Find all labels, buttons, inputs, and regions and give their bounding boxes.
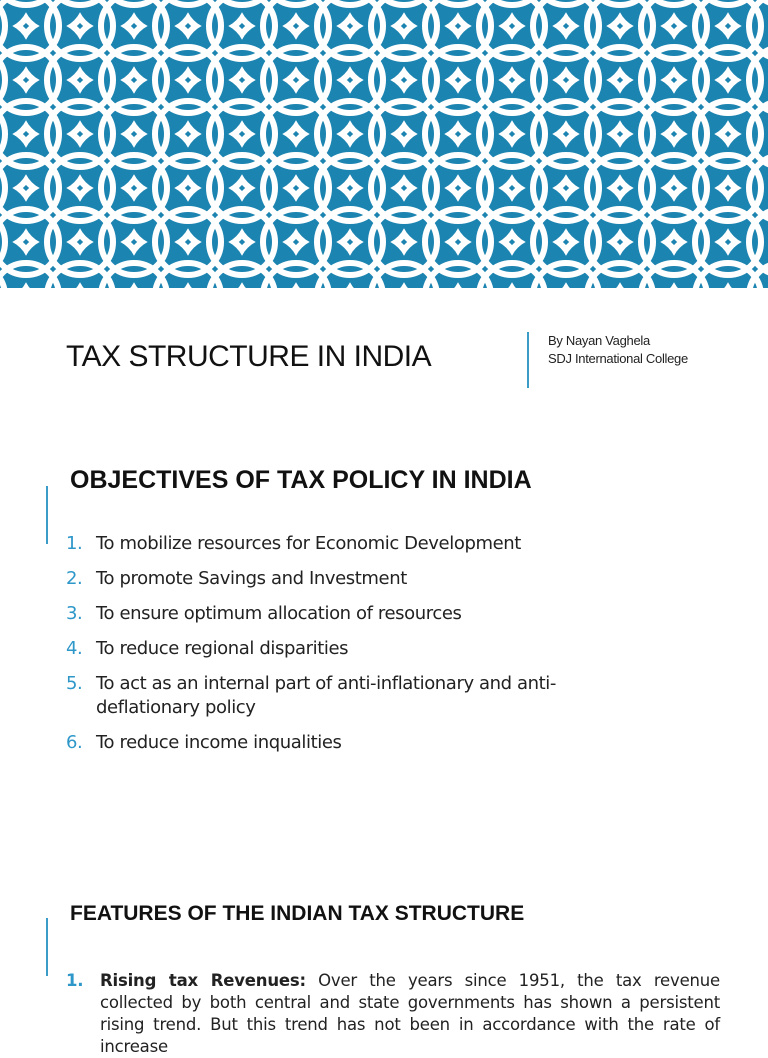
list-item: [66, 970, 720, 1058]
list-text: To act as an internal part of anti-inflationary and anti-deflationary policy: [96, 673, 556, 718]
list-number: 2.: [66, 568, 83, 589]
list-text: To ensure optimum allocation of resources: [96, 603, 462, 624]
list-item: [66, 672, 576, 720]
feature-text: Over the years since 1951, the tax revenue collected by both central and state governments has shown a persistent rising trend. But this trend has not been in accordance with the rate of increase: [100, 971, 720, 1056]
list-number: 5.: [66, 673, 83, 694]
list-text: To reduce regional disparities: [96, 638, 349, 659]
features-accent-bar: [46, 918, 48, 976]
list-item: [66, 567, 626, 591]
list-item: [66, 731, 626, 755]
banner-pattern: [0, 0, 768, 288]
document-title: TAX STRUCTURE IN INDIA: [66, 340, 432, 373]
objectives-heading: OBJECTIVES OF TAX POLICY IN INDIA: [70, 466, 532, 494]
list-number: 1.: [66, 971, 84, 990]
header-banner: [0, 0, 768, 288]
objectives-list: [66, 532, 626, 766]
list-text: To promote Savings and Investment: [96, 568, 407, 589]
list-text: To reduce income inqualities: [96, 732, 342, 753]
list-number: 1.: [66, 533, 83, 554]
byline: [548, 332, 688, 368]
list-number: 4.: [66, 638, 83, 659]
list-number: 6.: [66, 732, 83, 753]
features-heading: FEATURES OF THE INDIAN TAX STRUCTURE: [70, 902, 525, 925]
title-divider: [527, 332, 529, 388]
feature-lead: Rising tax Revenues:: [100, 971, 306, 990]
list-item: [66, 637, 626, 661]
institution-name: SDJ International College: [548, 351, 688, 366]
list-text: To mobilize resources for Economic Development: [96, 533, 521, 554]
author-name: By Nayan Vaghela: [548, 333, 650, 348]
list-item: [66, 532, 626, 556]
objectives-accent-bar: [46, 486, 48, 544]
features-list: [66, 970, 720, 1058]
list-item: [66, 602, 626, 626]
list-number: 3.: [66, 603, 83, 624]
